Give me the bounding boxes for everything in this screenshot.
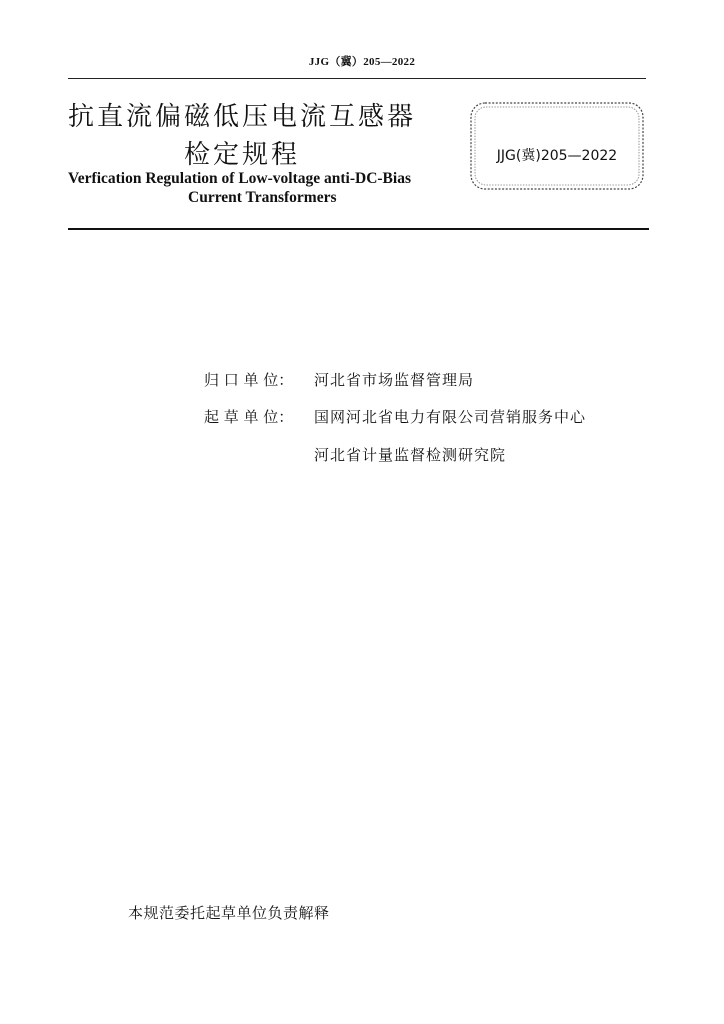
regulation-code-box	[468, 100, 646, 192]
interpretation-note: 本规范委托起草单位负责解释	[128, 904, 330, 922]
drafting-unit-row-2	[314, 444, 506, 465]
responsible-unit-row	[204, 369, 474, 390]
drafting-unit-label: 起 草 单 位：	[204, 408, 294, 426]
title-separator-rule	[68, 228, 649, 230]
drafting-unit-row	[204, 406, 586, 427]
drafting-unit-value-1: 国网河北省电力有限公司营销服务中心	[314, 408, 587, 426]
chinese-title-line-1: 抗直流偏磁低压电流互感器	[68, 102, 417, 132]
header-document-code: JJG（冀）205—2022	[308, 56, 416, 68]
chinese-title-line-2: 检定规程	[184, 140, 301, 170]
english-title-line-1: Verfication Regulation of Low-voltage anti-DC-Bias	[68, 170, 411, 187]
responsible-unit-label: 归 口 单 位：	[204, 371, 294, 389]
header-rule	[68, 78, 646, 79]
drafting-unit-value-2: 河北省计量监督检测研究院	[314, 446, 507, 464]
english-title-line-2: Current Transformers	[188, 189, 337, 206]
regulation-code-text: JJG(冀)205—2022	[496, 148, 618, 164]
responsible-unit-value: 河北省市场监督管理局	[314, 371, 475, 389]
